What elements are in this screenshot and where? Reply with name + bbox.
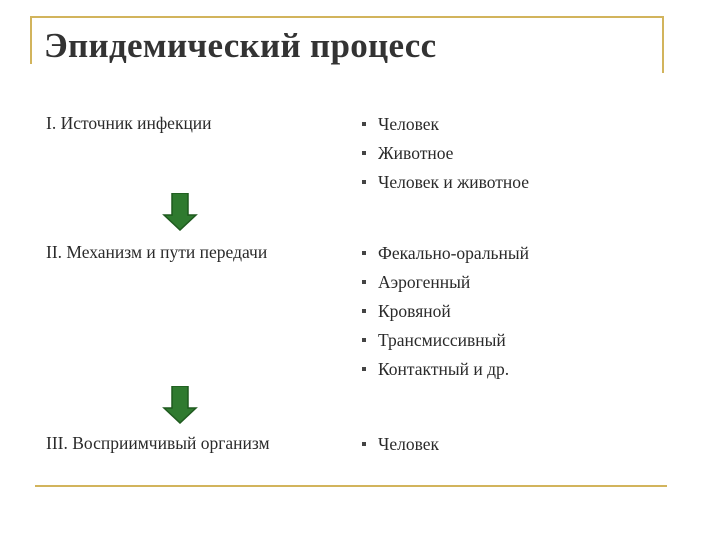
stage-label-transmission: II. Механизм и пути передачи	[46, 242, 268, 262]
susceptible-list	[362, 433, 439, 462]
list-item: Трансмиссивный	[362, 329, 529, 358]
list-item: Аэрогенный	[362, 271, 529, 300]
bullet-icon	[362, 251, 366, 255]
bullet-icon	[362, 122, 366, 126]
list-item: Контактный и др.	[362, 358, 529, 387]
list-item: Кровяной	[362, 300, 529, 329]
transmission-list	[362, 242, 529, 387]
list-item: Человек	[362, 113, 529, 142]
bullet-icon	[362, 367, 366, 371]
title-frame-left-border	[30, 16, 32, 64]
page-title: Эпидемический процесс	[44, 26, 437, 65]
down-arrow-icon	[162, 193, 198, 231]
bullet-icon	[362, 309, 366, 313]
bullet-icon	[362, 442, 366, 446]
stage-label-susceptible: III. Восприимчивый организм	[46, 433, 270, 453]
bullet-icon	[362, 180, 366, 184]
bullet-icon	[362, 280, 366, 284]
list-item: Человек	[362, 433, 439, 462]
list-item: Животное	[362, 142, 529, 171]
bullet-icon	[362, 338, 366, 342]
source-list	[362, 113, 529, 200]
list-item: Человек и животное	[362, 171, 529, 200]
down-arrow-icon	[162, 386, 198, 424]
list-item: Фекально-оральный	[362, 242, 529, 271]
stage-label-source: I. Источник инфекции	[46, 113, 212, 133]
bullet-icon	[362, 151, 366, 155]
bottom-divider	[35, 485, 667, 487]
